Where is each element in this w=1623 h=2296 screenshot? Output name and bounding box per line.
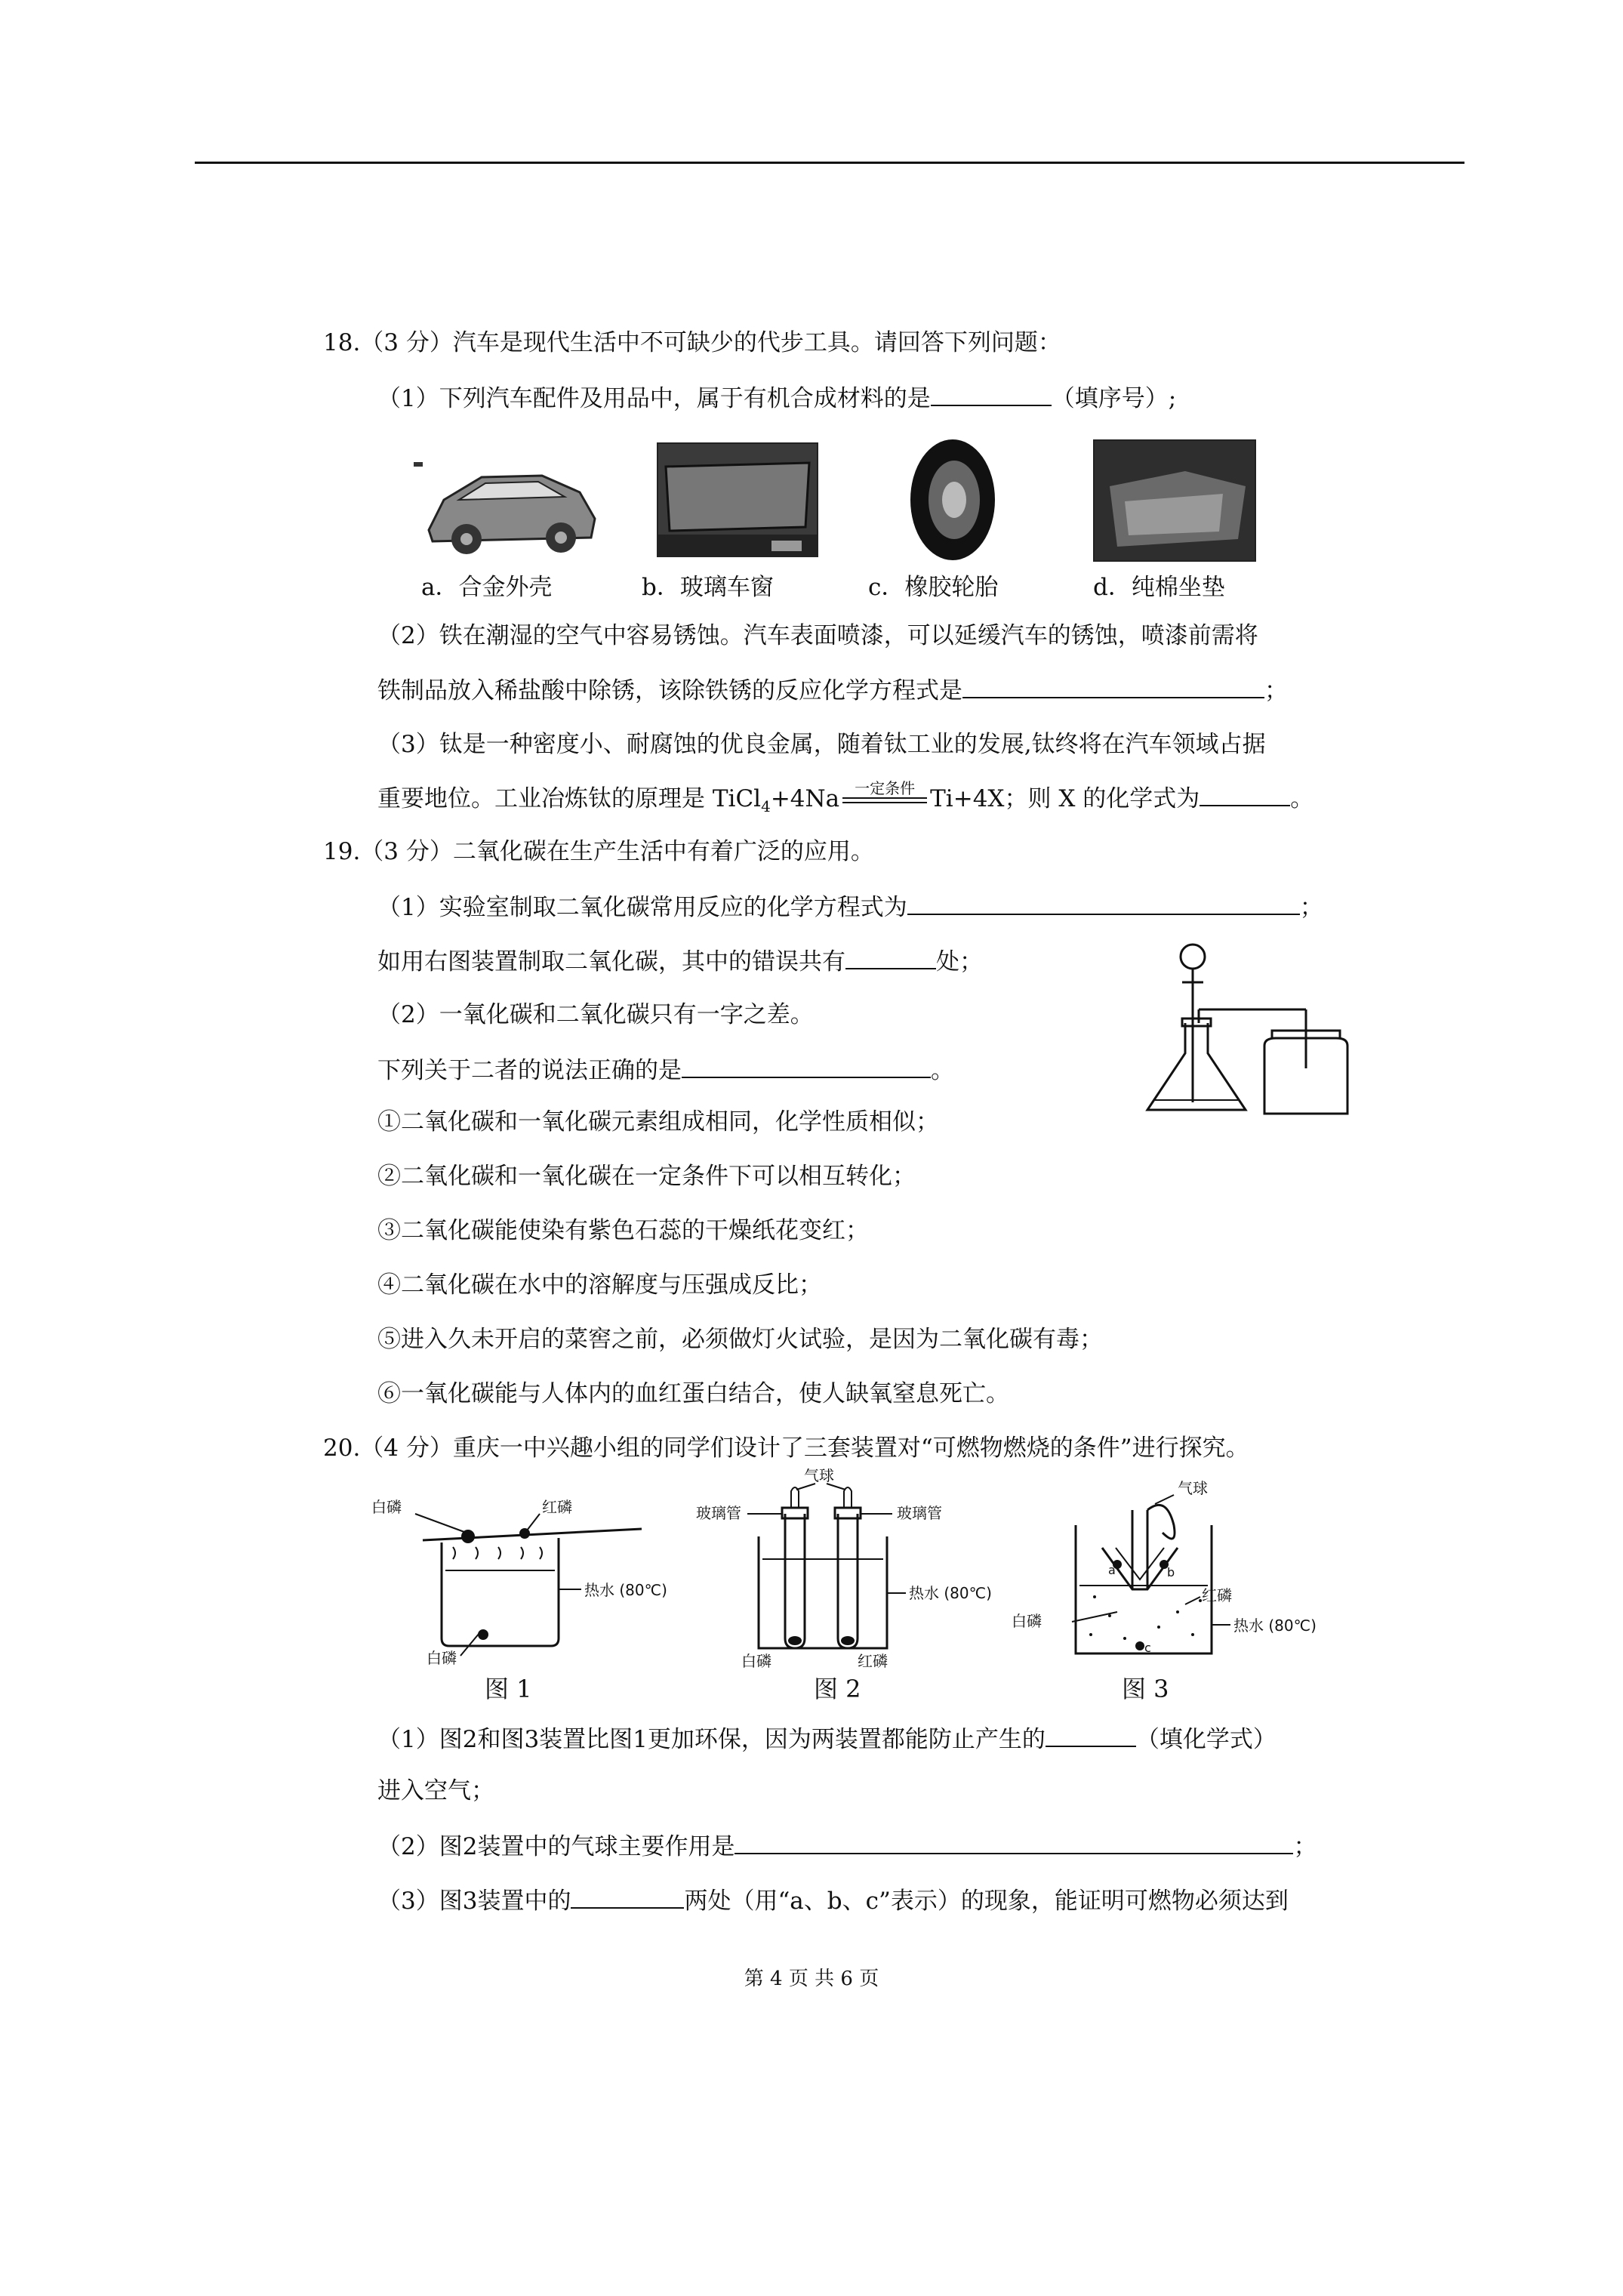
q20-part3-blank[interactable]	[571, 1885, 684, 1909]
cotton-seat-photo	[1093, 439, 1256, 562]
header-rule	[195, 162, 1464, 164]
q20-part1-line2: 进入空气；	[377, 1777, 494, 1804]
q20-part2: （2）图2装置中的气球主要作用是 ；	[377, 1830, 1317, 1862]
q19-part2b: 下列关于二者的说法正确的是 。	[377, 1054, 954, 1086]
fig2-glass-tube-left-label: 玻璃管	[696, 1504, 741, 1522]
fig2-glass-tube-right-label: 玻璃管	[897, 1504, 942, 1522]
page-footer: 第 4 页 共 6 页	[744, 1968, 879, 1990]
item-d-caption: d．纯棉坐垫	[1093, 574, 1225, 601]
q18-part3-line2: 重要地位。工业冶炼钛的原理是 TiCl$_4$+4Na 一定条件 Ti+4X；则 X 的化学式为 。	[377, 779, 1314, 816]
fig3-red-phosphorus-label: 红磷	[1202, 1586, 1232, 1604]
figure-2-caption: 图 2	[814, 1675, 861, 1703]
q19-option-6: ⑥一氧化碳能与人体内的血红蛋白结合，使人缺氧窒息死亡。	[377, 1380, 1009, 1407]
fig2-hot-water-label: 热水 (80℃)	[909, 1584, 992, 1602]
figure-3	[1004, 1465, 1336, 1669]
q19-part2: （2）一氧化碳和二氧化碳只有一字之差。	[377, 1001, 814, 1028]
q19-option-3: ③二氧化碳能使染有紫色石蕊的干燥纸花变红；	[377, 1217, 869, 1244]
fig1-white-phosphorus-bottom-label: 白磷	[427, 1649, 457, 1665]
fig3-point-b: b	[1167, 1565, 1175, 1579]
figure-3-caption: 图 3	[1122, 1675, 1169, 1703]
co2-apparatus-figure	[1132, 940, 1359, 1121]
fig1-white-phosphorus-label: 白磷	[371, 1498, 402, 1516]
car-window-photo	[657, 442, 818, 557]
q18-part1: （1）下列汽车配件及用品中，属于有机合成材料的是 （填序号）;	[377, 382, 1176, 414]
rubber-tire-photo	[907, 438, 998, 562]
q20-part1-blank[interactable]	[1046, 1723, 1136, 1747]
car-body-photo	[414, 447, 601, 562]
fig1-hot-water-label: 热水 (80℃)	[584, 1581, 667, 1599]
fig3-point-c: c	[1144, 1641, 1151, 1655]
q18-title: 18.（3 分）汽车是现代生活中不可缺少的代步工具。请回答下列问题：	[323, 329, 1061, 356]
q19-error-count-blank[interactable]	[845, 945, 936, 969]
q18-part2-blank[interactable]	[962, 674, 1264, 698]
q19-option-5: ⑤进入久未开启的菜窖之前，必须做灯火试验，是因为二氧化碳有毒；	[377, 1326, 1103, 1353]
fig2-red-phosphorus-label: 红磷	[858, 1652, 888, 1669]
item-c-caption: c．橡胶轮胎	[868, 574, 999, 601]
fig3-hot-water-label: 热水 (80℃)	[1233, 1616, 1317, 1635]
figure-1	[370, 1484, 687, 1665]
q18-part2-line1: （2）铁在潮湿的空气中容易锈蚀。汽车表面喷漆，可以延缓汽车的锈蚀，喷漆前需将	[377, 622, 1258, 649]
q18-part1-blank[interactable]	[931, 382, 1052, 406]
q19-part2-blank[interactable]	[682, 1054, 931, 1078]
q18-part3-blank[interactable]	[1200, 782, 1290, 806]
fig3-white-phosphorus-label: 白磷	[1012, 1612, 1042, 1630]
fig2-balloon-label: 气球	[804, 1469, 834, 1484]
q19-option-2: ②二氧化碳和一氧化碳在一定条件下可以相互转化；	[377, 1163, 916, 1190]
fig2-white-phosphorus-label: 白磷	[741, 1652, 771, 1669]
reaction-condition-arrow: 一定条件	[839, 784, 930, 806]
fig1-red-phosphorus-label: 红磷	[542, 1498, 572, 1516]
q18-part2-line2: 铁制品放入稀盐酸中除锈，该除铁锈的反应化学方程式是 ；	[377, 674, 1288, 706]
q19-part1-blank[interactable]	[907, 891, 1300, 915]
q19-option-1: ①二氧化碳和一氧化碳元素组成相同，化学性质相似；	[377, 1108, 939, 1136]
q20-part2-blank[interactable]	[735, 1830, 1293, 1854]
q20-title: 20.（4 分）重庆一中兴趣小组的同学们设计了三套装置对“可燃物燃烧的条件”进行探究。	[323, 1435, 1249, 1462]
q18-part3-line1: （3）钛是一种密度小、耐腐蚀的优良金属，随着钛工业的发展,钛终将在汽车领域占据	[377, 731, 1266, 758]
fig3-balloon-label: 气球	[1178, 1479, 1208, 1497]
q19-title: 19.（3 分）二氧化碳在生产生活中有着广泛的应用。	[323, 838, 874, 865]
q19-option-4: ④二氧化碳在水中的溶解度与压强成反比；	[377, 1271, 822, 1299]
q19-part1b: 如用右图装置制取二氧化碳，其中的错误共有 处；	[377, 945, 983, 977]
item-b-caption: b．玻璃车窗	[642, 574, 774, 601]
q19-part1: （1）实验室制取二氧化碳常用反应的化学方程式为 ；	[377, 891, 1323, 923]
q20-part1: （1）图2和图3装置比图1更加环保，因为两装置都能防止产生的 （填化学式）	[377, 1723, 1277, 1755]
item-a-caption: a．合金外壳	[421, 574, 553, 601]
figure-2	[694, 1469, 1012, 1669]
q20-part3: （3）图3装置中的 两处（用“a、b、c”表示）的现象，能证明可燃物必须达到	[377, 1885, 1289, 1916]
figure-1-caption: 图 1	[485, 1675, 532, 1703]
fig3-point-a: a	[1108, 1563, 1116, 1577]
